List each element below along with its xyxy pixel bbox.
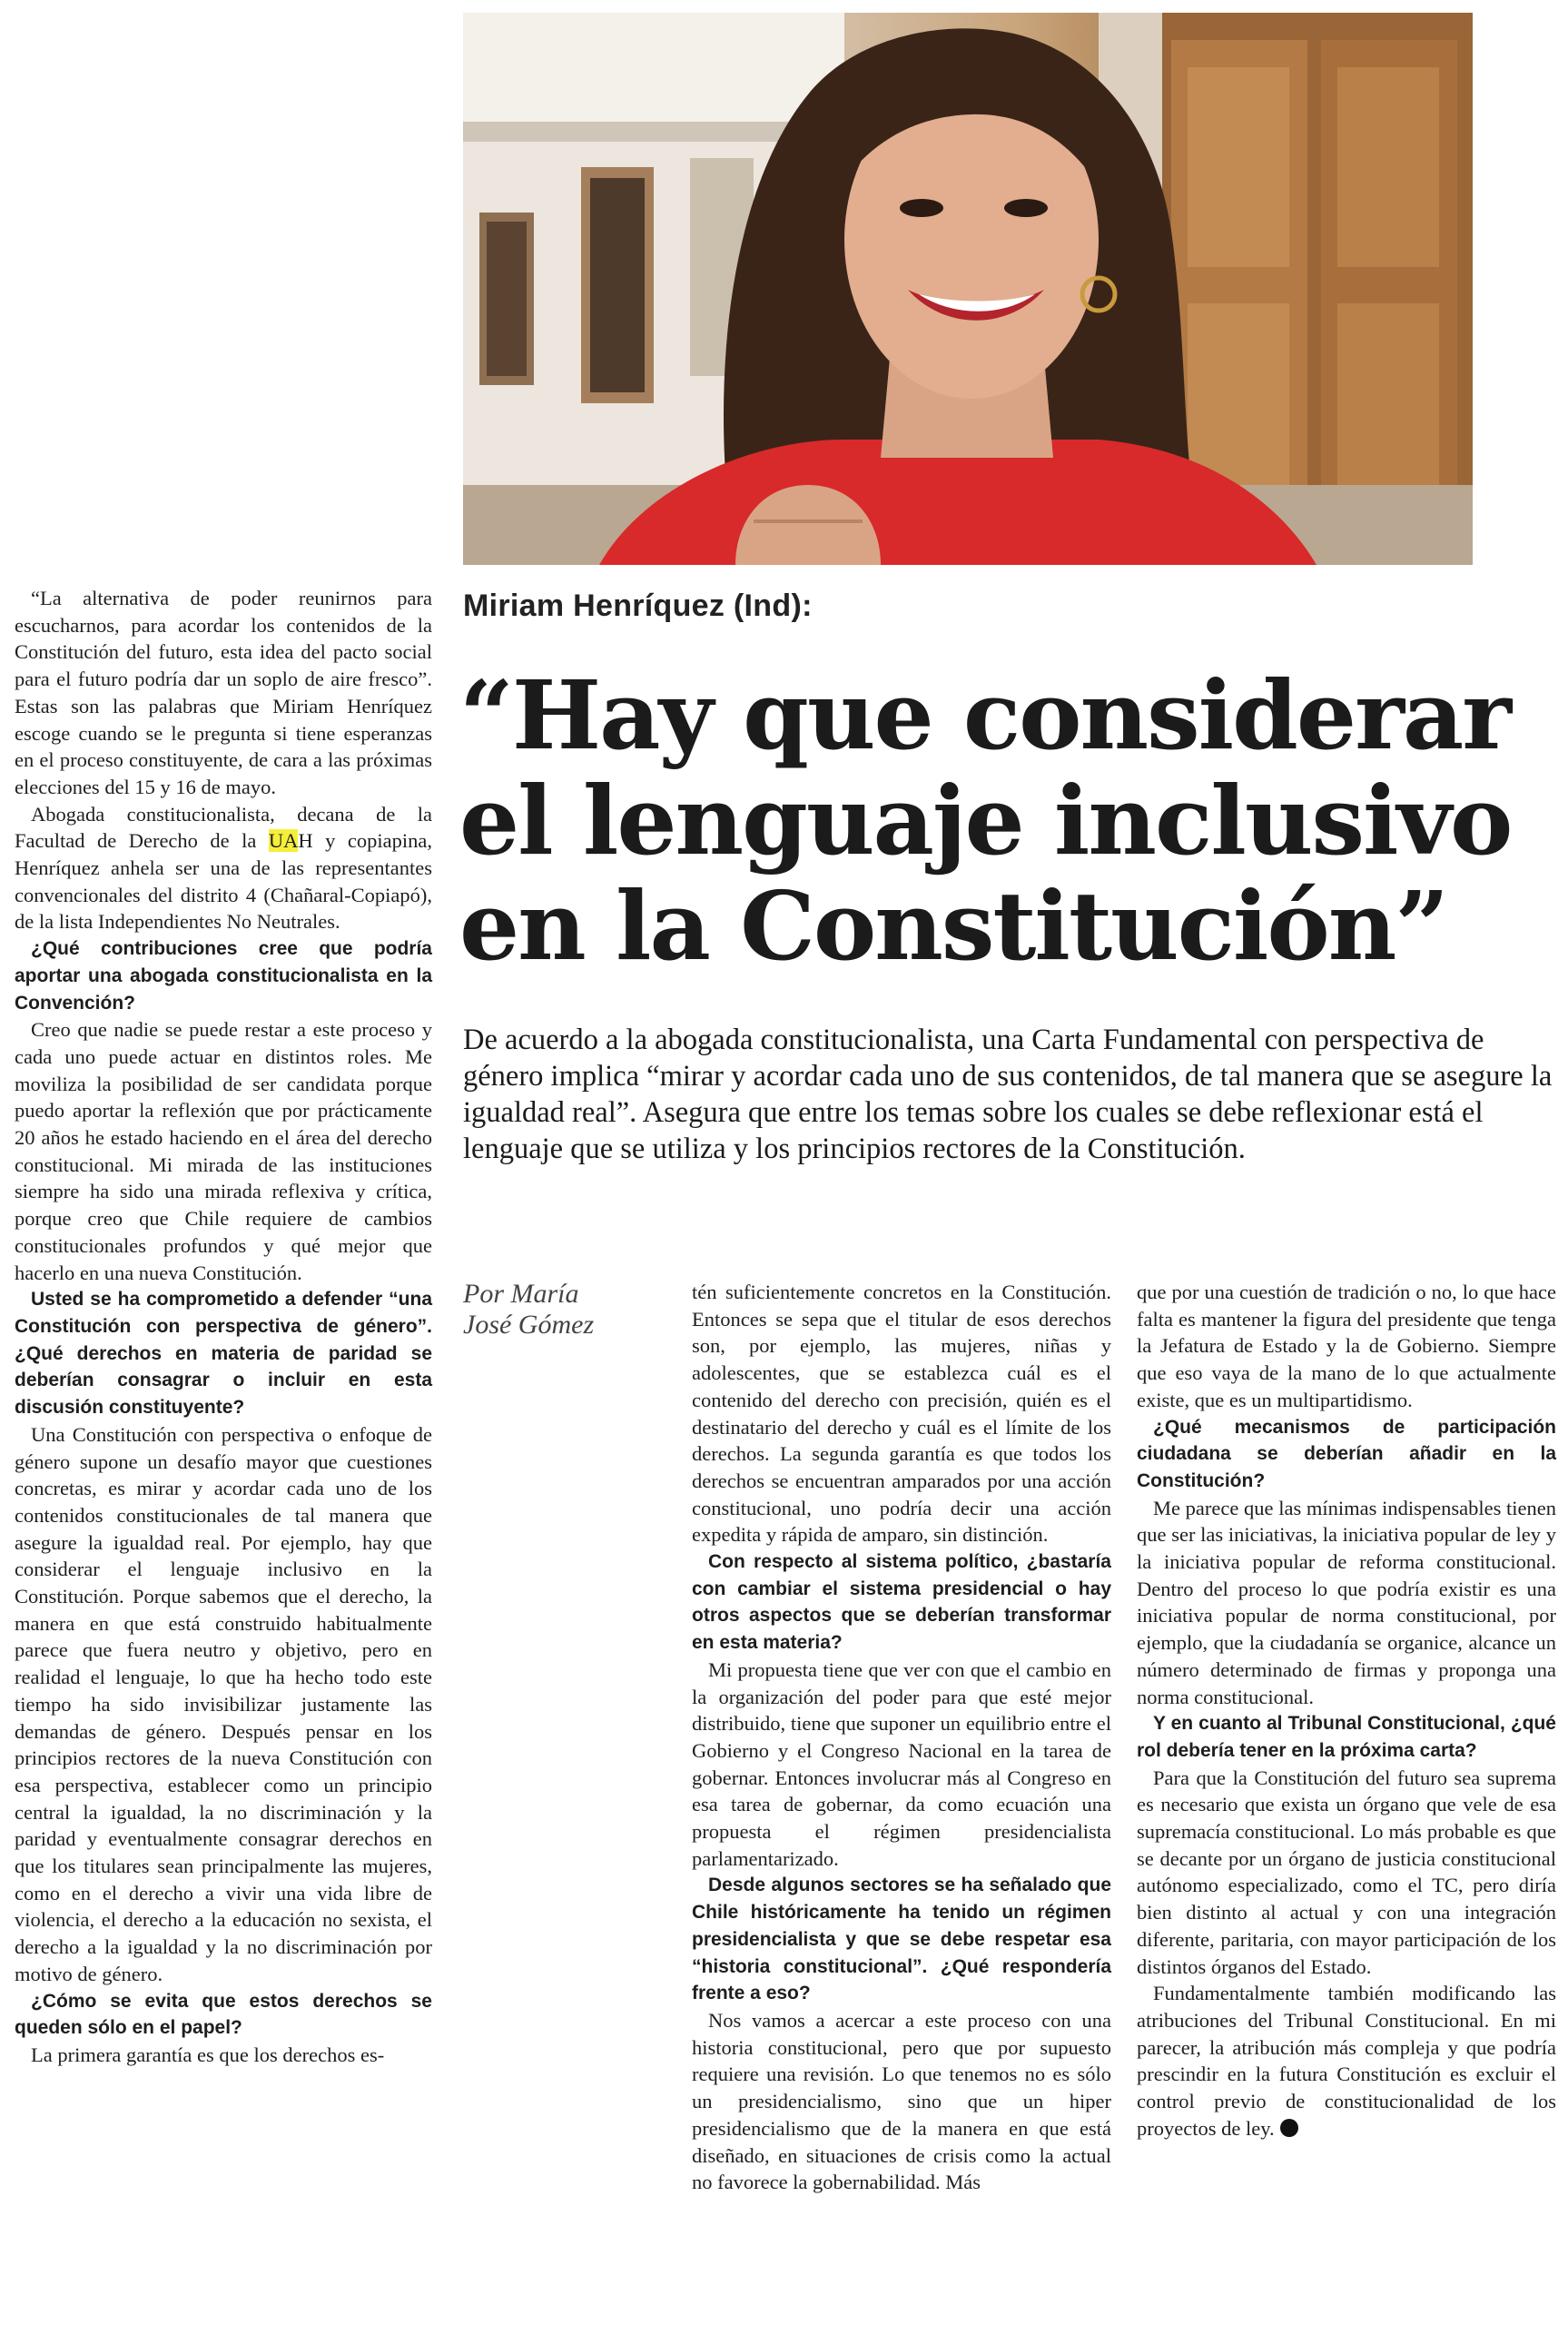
question-6: ¿Qué mecanismos de participación ciudadana se deberían añadir en la Constitución? xyxy=(1137,1416,1556,1491)
answer-1: Creo que nadie se puede restar a este proceso y cada uno puede actuar en distintos roles. Me moviliza la posibilidad de ser candidata porque puedo aportar la reflexión que por prácticamente 20 años he estado haciendo en el área del derecho constitucional. Mi mirada de las instituciones siempre ha sido una mirada reflexiva y crítica, porque creo que Chile requiere de cambios constitucionales profundos y qué mejor que hacerlo en una nueva Constitución. xyxy=(15,1018,432,1284)
answer-8 xyxy=(1137,1980,1556,2142)
portrait-illustration xyxy=(463,13,1473,565)
byline: Por María José Gómez xyxy=(463,1279,595,1340)
question-3: ¿Cómo se evita que estos derechos se queden sólo en el papel? xyxy=(15,1990,432,2039)
question-5: Desde algunos sectores se ha señalado que Chile históricamente ha tenido un régimen presidencialista y que se debe respetar esa “historia constitucional”. ¿Qué respondería frente a eso? xyxy=(692,1875,1111,2004)
profile-paragraph xyxy=(15,801,432,936)
highlighted-term: UA xyxy=(268,829,299,853)
lead-paragraph: De acuerdo a la abogada constitucionalista, una Carta Fundamental con perspectiva de género implica “mirar y acordar cada uno de sus contenidos, de tal manera que se asegure la igualdad real”. Asegura que entre los temas sobre los cuales se debe reflexionar está el lenguaje que se utiliza y los principios rectores de la Constitución. xyxy=(463,1024,1553,1165)
question-7: Y en cuanto al Tribunal Constitucional, ¿qué rol debería tener en la próxima carta? xyxy=(1137,1713,1556,1761)
profile-text-start: Abogada constitucionalista, decana de la Facultad de Derecho de la xyxy=(15,802,432,853)
closing-paragraph-text: Fundamentalmente también modificando las atribuciones del Tribunal Constitucional. En mi parecer, la atribución más compleja y que podría prescindir en la futura Constitución es excluir el control previo de constitucionalidad de los proyectos de ley. xyxy=(1137,1982,1556,2140)
answer-2: Una Constitución con perspectiva o enfoque de género supone un desafío mayor que cuestiones concretas, es mirar y acordar cada uno de los contenidos constitucionales de tal manera que asegure la igualdad real. Por ejemplo, hay que considerar el lenguaje inclusivo en la Constitución. Porque sabemos que el derecho, la manera en que está construido habitualmente parece que fuera neutro y objetivo, pero en realidad el lenguaje, lo que ha hecho todo este tiempo ha sido invisibilizar justamente las demandas de género. Después pensar en los principios rectores de la nueva Constitución con esa perspectiva, establecer como un principio central la igualdad, la no discriminación y la paridad y eventualmente consagrar derechos en que los titulares sean principalmente las mujeres, como en el derecho a vivir una vida libre de violencia, el derecho a la educación no sexista, el derecho a la igualdad y la no discriminación por motivo de género. xyxy=(15,1422,432,1985)
headline: “Hay que considerar el lenguaje inclusivo en la Constitución” xyxy=(459,659,1512,982)
article-column-2 xyxy=(692,1279,1111,2196)
answer-3-continued: tén suficientemente concretos en la Constitución. Entonces se sepa que el titular de esos derechos son, por ejemplo, las mujeres, niñas y adolescentes, que se establezca cuál es el contenido del derecho con precisión, quién es el destinatario del derecho y cuál es el límite de los derechos. La segunda garantía es que todos los derechos se encuentran amparados por una acción constitucional, uno podría decir una acción expedita y rápida de amparo, sin distinción. xyxy=(692,1281,1111,1547)
answer-4: Mi propuesta tiene que ver con que el cambio en la organización del poder para que esté mejor distribuido, tiene que suponer un equilibrio entre el Gobierno y el Congreso Nacional en la tarea de gobernar. Entonces involucrar más al Congreso en esa tarea de gobernar, da como ecuación una propuesta el régimen presidencialista parlamentarizado. xyxy=(692,1657,1111,1870)
question-2: Usted se ha comprometido a defender “una Constitución con perspectiva de género”. ¿Qué derechos en materia de paridad se deberían consagrar o incluir en esta discusión constituyente? xyxy=(15,1289,432,1419)
interviewee-kicker: Miriam Henríquez (Ind): xyxy=(463,589,813,623)
profile-text-end: H y copiapina, Henríquez anhela ser una de las representantes convencionales del distrito 4 (Chañaral-Copiapó), de la lista Independientes No Neutrales. xyxy=(15,829,432,934)
answer-5-start: Nos vamos a acercar a este proceso con una historia constitucional, pero que por supuesto requiere una revisión. Lo que tenemos no es sólo un presidencialismo, sino que un hiper presidencialismo que de la manera en que está diseñado, en situaciones de crisis como la actual no favorece la gobernabilidad. Más xyxy=(692,2008,1111,2194)
question-4: Con respecto al sistema político, ¿bastaría con cambiar el sistema presidencial o hay otros aspectos que se deberían transformar en esta materia? xyxy=(692,1551,1111,1654)
end-of-article-icon xyxy=(1280,2119,1298,2137)
article-column-3 xyxy=(1137,1279,1556,2142)
answer-7: Para que la Constitución del futuro sea suprema es necesario que exista un órgano que vele de esa supremacía constitucional. Lo más probable es que se decante por un órgano de justicia constitucional autónomo especializado, como el TC, pero diría bien distinto al actual y con una integración diferente, paritaria, con mayor participación de los distintos órganos del Estado. xyxy=(1137,1766,1556,1978)
article-column-1 xyxy=(15,585,432,2069)
intro-paragraph: “La alternativa de poder reunirnos para escucharnos, para acordar los contenidos de la Constitución del futuro, esta idea del pacto social para el futuro podría dar un soplo de aire fresco”. Estas son las palabras que Miriam Henríquez escoge cuando se le pregunta si tiene esperanzas en el proceso constituyente, de cara a las próximas elecciones del 15 y 16 de mayo. xyxy=(15,587,432,798)
answer-3-start: La primera garantía es que los derechos es- xyxy=(31,2043,385,2066)
question-1: ¿Qué contribuciones cree que podría aportar una abogada constitucionalista en la Convención? xyxy=(15,938,432,1014)
answer-5-continued: que por una cuestión de tradición o no, lo que hace falta es mantener la figura del presidente que tenga la Jefatura de Estado y la de Gobierno. Siempre que eso vaya de la mano de lo que actualmente existe, que es un multipartidismo. xyxy=(1137,1281,1556,1411)
portrait-photo xyxy=(463,13,1473,565)
answer-6: Me parece que las mínimas indispensables tienen que ser las iniciativas, la iniciativa popular de ley y la iniciativa popular de reforma constitucional. Dentro del proceso lo que podría existir es una iniciativa popular de norma constitucional, por ejemplo, que la ciudadanía se organice, alcance un número determinado de firmas y proponga una norma constitucional. xyxy=(1137,1496,1556,1708)
